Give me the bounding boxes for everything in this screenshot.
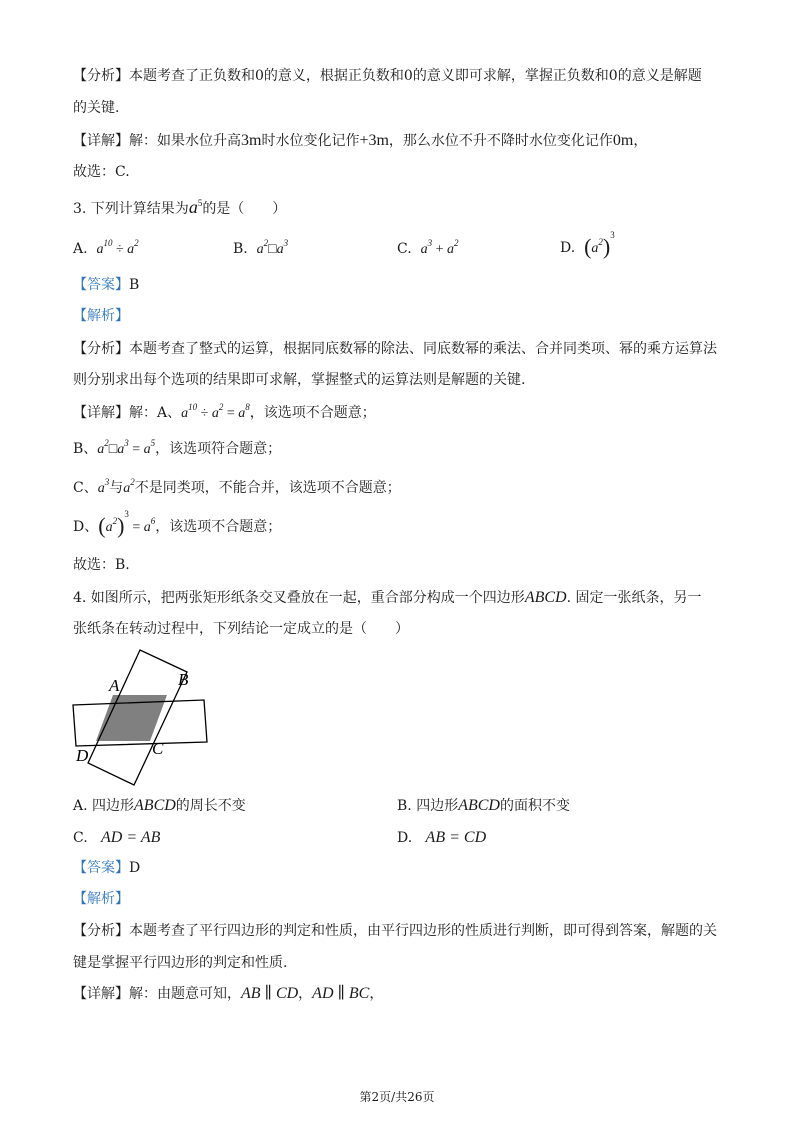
q4-option-c: [73, 829, 160, 847]
q2-detail-mid2: ，那么水位不升不降时水位变化记作: [388, 133, 613, 149]
q4-option-a-abcd: ABCD: [134, 797, 176, 814]
q3-detail-c: C、$a^3$与$a^2$不是同类项，不能合并，该选项不合题意；: [73, 477, 401, 496]
figure-label-d: D: [76, 746, 89, 765]
q3-stem-base: a: [188, 197, 198, 217]
q3-option-a: A. $a^{10} \div a^2$: [73, 238, 139, 257]
q3-detail-c-prefix: C、: [73, 480, 98, 496]
q3-option-d-label: D.: [560, 240, 576, 256]
q4-stem-line1: [73, 589, 702, 607]
q3-answer-label: 【答案】: [73, 277, 129, 293]
q4-stem-suffix: . 固定一张纸条，另一: [566, 590, 702, 606]
q3-detail-b: B、$a^2□a^3 = a^5$，该选项符合题意；: [73, 438, 282, 457]
q4-stem-prefix: 4. 如图所示，把两张矩形纸条交叉叠放在一起，重合部分构成一个四边形: [73, 590, 525, 606]
q4-option-a: [73, 797, 246, 815]
q3-jiexi: 【解析】: [73, 308, 129, 324]
q4-jiexi: 【解析】: [73, 891, 129, 907]
q3-stem-prefix: 3. 下列计算结果为: [73, 201, 189, 217]
q4-option-d-label: D.: [397, 830, 413, 846]
q4-option-b-suffix: 的面积不变: [499, 798, 570, 814]
q4-detail: [73, 985, 383, 1003]
figure-label-c: C: [152, 739, 164, 758]
q4-detail-ab-cd: AB ∥ CD: [241, 985, 299, 1002]
q4-option-b-abcd: ABCD: [458, 797, 500, 814]
q3-option-b-label: B.: [233, 241, 248, 257]
q2-analysis-line2: 的关键.: [73, 100, 120, 116]
q2-detail-plus3m: +3m: [359, 132, 389, 149]
q4-answer-value: D: [129, 860, 141, 876]
q3-detail-b-suffix: ，该选项符合题意；: [155, 441, 282, 457]
q4-detail-sep: ，: [298, 986, 313, 1002]
q2-choice: 故选：C.: [73, 164, 130, 180]
q3-choice: 故选：B.: [73, 557, 130, 573]
q3-detail-a-suffix: ，该选项不合题意；: [249, 405, 376, 421]
q3-stem-suffix: 的是（ ）: [202, 201, 287, 217]
q4-option-b: [397, 797, 570, 815]
q3-detail-d-suffix: ，该选项不合题意；: [155, 519, 282, 535]
q4-stem-abcd: ABCD: [524, 589, 567, 606]
q4-option-d-math: AB = CD: [425, 829, 487, 846]
q4-figure: [60, 640, 230, 800]
q2-analysis-line1: 【分析】本题考查了正负数和0的意义，根据正负数和0的意义即可求解，掌握正负数和0的意义是解题: [73, 68, 702, 84]
q2-detail: [73, 132, 647, 150]
q2-detail-3m: 3m: [241, 132, 262, 149]
q3-detail-d: D、$(a^2)^3 = a^6$，该选项不合题意；: [73, 509, 282, 538]
q4-option-d: [397, 829, 486, 847]
figure-label-a: A: [109, 676, 120, 695]
q3-answer-value: B: [129, 277, 140, 293]
q3-detail-a-prefix: 【详解】解：A、: [73, 405, 182, 421]
q4-stem-line2: 张纸条在转动过程中，下列结论一定成立的是（ ）: [73, 621, 409, 637]
q3-analysis-line1: 【分析】本题考查了整式的运算，根据同底数幂的除法、同底数幂的乘法、合并同类项、幂的乘方运算法: [73, 341, 717, 357]
q3-detail-c-suffix: 不是同类项，不能合并，该选项不合题意；: [134, 480, 401, 496]
q4-detail-prefix: 【详解】解：由题意可知，: [73, 986, 241, 1002]
q4-detail-ad-bc: AD ∥ BC: [312, 985, 370, 1002]
q3-analysis-line2: 则分别求出每个选项的结果即可求解，掌握整式的运算法则是解题的关键.: [73, 372, 526, 388]
q4-option-c-math: AD = AB: [101, 829, 161, 846]
q3-detail-d-prefix: D、: [73, 519, 99, 535]
q3-answer: [73, 276, 139, 294]
q4-option-a-suffix: 的周长不变: [175, 798, 246, 814]
q4-answer-label: 【答案】: [73, 860, 129, 876]
q4-option-b-prefix: 四边形: [416, 798, 459, 814]
q4-option-c-label: C.: [73, 830, 88, 846]
q3-option-d: D. $(a^2)^3$: [560, 230, 615, 259]
q3-option-a-label: A.: [73, 241, 88, 257]
q4-analysis-line1: 【分析】本题考查了平行四边形的判定和性质，由平行四边形的性质进行判断，即可得到答案，解题的关: [73, 923, 717, 939]
q3-detail-b-prefix: B、: [73, 441, 98, 457]
q2-detail-prefix: 【详解】解：如果水位升高: [73, 133, 241, 149]
q3-option-c: C. $a^3 + a^2$: [397, 238, 459, 257]
q4-option-a-prefix: 四边形: [92, 798, 135, 814]
q4-detail-end: ，: [369, 986, 384, 1002]
q3-option-c-label: C.: [397, 241, 412, 257]
q3-option-b: B. $a^2□a^3$: [233, 238, 289, 257]
q3-detail-a: 【详解】解：A、$a^{10} \div a^2 = a^8$，该选项不合题意；: [73, 402, 376, 421]
q4-analysis-line2: 键是掌握平行四边形的判定和性质.: [73, 955, 288, 971]
q2-detail-0m: 0m: [612, 132, 634, 149]
figure-label-b: B: [178, 670, 189, 689]
page-footer: 第2页/共26页: [359, 1090, 435, 1104]
q2-detail-mid: 时水位变化记作: [261, 133, 360, 149]
q2-detail-end: ，: [633, 133, 648, 149]
q4-answer: [73, 859, 140, 877]
q4-option-b-label: B.: [397, 798, 412, 814]
q4-option-a-label: A.: [73, 798, 88, 814]
q3-detail-c-mid: 与: [109, 480, 124, 496]
q3-stem-exp: 5: [197, 198, 203, 209]
q3-stem: [73, 198, 286, 218]
